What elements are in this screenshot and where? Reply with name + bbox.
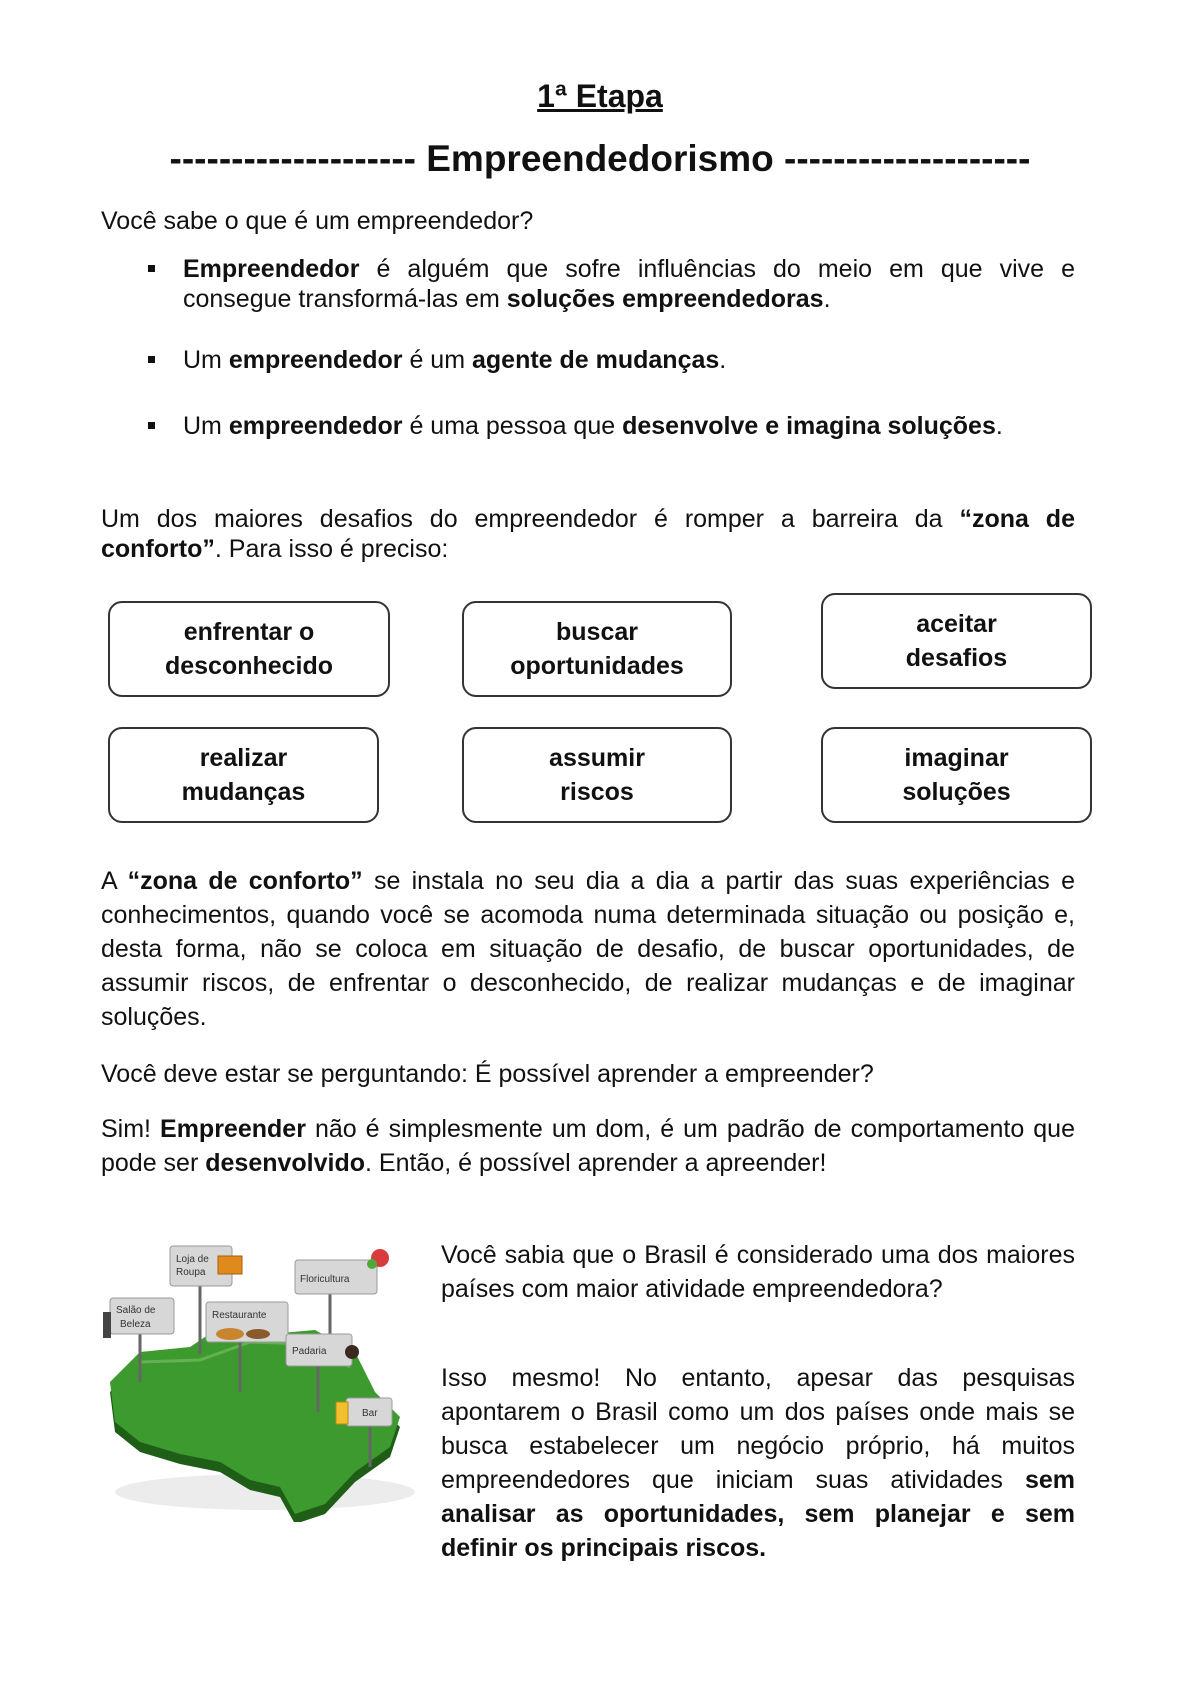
question-paragraph: Você deve estar se perguntando: É possível aprender a empreender? [101, 1060, 874, 1088]
heading-title: Empreendedorismo [426, 138, 774, 179]
svg-text:Beleza: Beleza [120, 1319, 151, 1330]
bullet-square-icon [148, 422, 155, 429]
stage-title: 1ª Etapa [537, 78, 663, 114]
heading-left-dashes: -------------------- [169, 138, 416, 179]
definition-item: Um empreendedor é uma pessoa que desenvolve e imagina soluções. [183, 411, 1075, 441]
svg-text:Floricultura: Floricultura [300, 1274, 350, 1285]
definition-item: Um empreendedor é um agente de mudanças. [183, 345, 1075, 375]
intro-question: Você sabe o que é um empreendedor? [101, 207, 534, 235]
action-box: realizar mudanças [108, 727, 379, 823]
svg-text:Padaria: Padaria [292, 1346, 327, 1357]
brazil-question-paragraph: Você sabia que o Brasil é considerado uma dos maiores países com maior atividade empreendedora? [441, 1241, 1075, 1303]
action-box: enfrentar o desconhecido [108, 601, 390, 697]
action-box: imaginar soluções [821, 727, 1092, 823]
action-box: assumir riscos [462, 727, 732, 823]
heading-right-dashes: -------------------- [784, 138, 1031, 179]
brazil-answer-paragraph: Isso mesmo! No entanto, apesar das pesquisas apontarem o Brasil como um dos países onde mais se busca estabelecer um negócio próprio, há muitos empreendedores que iniciam suas atividades sem analisar as oportunidades, sem planejar e sem definir os principais riscos. [441, 1364, 1075, 1562]
brazil-map-illustration [100, 1242, 420, 1522]
svg-text:Salão de: Salão de [116, 1305, 156, 1316]
svg-text:Roupa: Roupa [176, 1267, 206, 1278]
comfort-zone-paragraph: A “zona de conforto” se instala no seu dia a dia a partir das suas experiências e conhecimentos, quando você se acomoda numa determinada situação ou posição e, desta forma, não se coloca em situação de desafio, de buscar oportunidades, de assumir riscos, de enfrentar o desconhecido, de realizar mudanças e de imaginar soluções. [101, 867, 1075, 1031]
svg-text:Restaurante: Restaurante [212, 1310, 267, 1321]
action-box: buscar oportunidades [462, 601, 732, 697]
action-box: aceitar desafios [821, 593, 1092, 689]
challenge-paragraph: Um dos maiores desafios do empreendedor é romper a barreira da “zona de conforto”. Para isso é preciso: [101, 505, 1075, 563]
svg-text:Bar: Bar [362, 1408, 378, 1419]
svg-text:Loja de: Loja de [176, 1254, 209, 1265]
bullet-square-icon [148, 265, 155, 272]
main-heading [0, 138, 1200, 180]
answer-paragraph: Sim! Empreender não é simplesmente um dom, é um padrão de comportamento que pode ser desenvolvido. Então, é possível aprender a apreender! [101, 1115, 1075, 1177]
definition-item: Empreendedor é alguém que sofre influências do meio em que vive e consegue transformá-las em soluções empreendedoras. [183, 254, 1075, 314]
bullet-square-icon [148, 356, 155, 363]
